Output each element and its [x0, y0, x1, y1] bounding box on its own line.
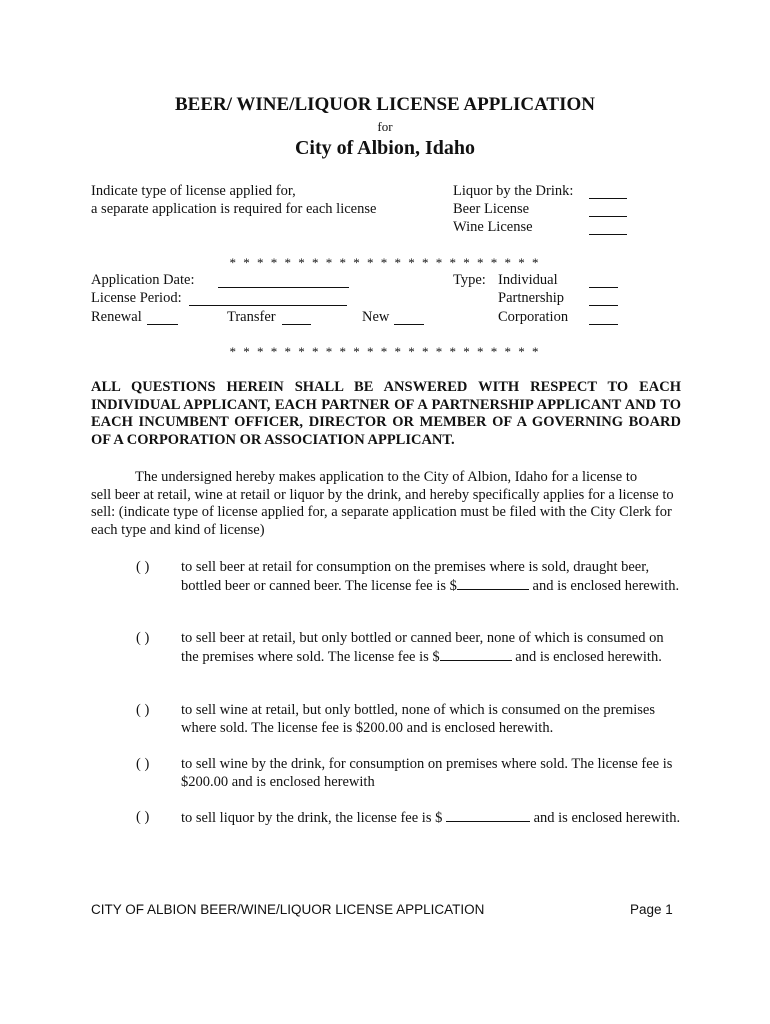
type-corporation-label: Corporation — [498, 309, 569, 325]
application-date-label: Application Date: — [91, 272, 195, 288]
renewal-blank[interactable] — [147, 310, 178, 325]
new-blank[interactable] — [394, 310, 424, 325]
transfer-blank[interactable] — [282, 310, 311, 325]
intro-paragraph — [91, 469, 679, 539]
license-option-wine-label: Wine License — [453, 219, 533, 235]
type-individual-label: Individual — [498, 272, 558, 288]
item-5-text — [181, 809, 681, 828]
item-2-checkbox[interactable]: ( ) — [136, 630, 150, 646]
license-option-beer-blank[interactable] — [589, 202, 627, 217]
city-heading: City of Albion, Idaho — [294, 137, 476, 159]
title-for: for — [377, 119, 393, 134]
license-instruction-line2: a separate application is required for each license — [91, 201, 377, 217]
license-period-label: License Period: — [91, 290, 182, 306]
separator-bottom: * * * * * * * * * * * * * * * * * * * * * * * — [229, 344, 541, 359]
type-partnership-label: Partnership — [498, 290, 565, 306]
item-3-checkbox[interactable]: ( ) — [136, 702, 150, 718]
new-label: New — [362, 309, 390, 325]
type-label: Type: — [453, 272, 486, 288]
application-date-field[interactable] — [218, 273, 349, 288]
item-2-text — [181, 630, 681, 666]
item-1-fee-blank[interactable] — [457, 577, 529, 590]
item-1-post: and is enclosed herewith. — [528, 577, 680, 594]
intro-rest: sell beer at retail, wine at retail or liquor by the drink, and hereby specifically applies for a license to sell: (indicate type of license applied for, a separate application must be filed with the City Clerk for each type and kind of license) — [91, 486, 674, 538]
item-5-post: and is enclosed herewith. — [529, 810, 681, 826]
transfer-label: Transfer — [227, 309, 276, 325]
license-option-liquor-label: Liquor by the Drink: — [453, 183, 574, 199]
item-5-checkbox[interactable]: ( ) — [136, 809, 150, 825]
license-option-beer-label: Beer License — [453, 201, 530, 217]
item-5-pre: to sell liquor by the drink, the license fee is $ — [181, 810, 446, 826]
license-option-liquor-blank[interactable] — [589, 184, 627, 199]
intro-first-line: The undersigned hereby makes application to the City of Albion, Idaho for a license to — [135, 469, 638, 485]
item-1-checkbox[interactable]: ( ) — [136, 559, 150, 575]
footer-title: CITY OF ALBION BEER/WINE/LIQUOR LICENSE APPLICATION — [91, 902, 485, 917]
page-number: Page 1 — [630, 902, 673, 917]
item-4-checkbox[interactable]: ( ) — [136, 756, 150, 772]
item-5-fee-blank[interactable] — [446, 809, 530, 822]
item-1-text — [181, 559, 681, 595]
license-option-wine-blank[interactable] — [589, 220, 627, 235]
type-corporation-blank[interactable] — [589, 310, 618, 325]
item-3-text: to sell wine at retail, but only bottled, none of which is consumed on the premises where sold. The license fee is $200.00 and is enclosed herewith. — [181, 702, 655, 736]
license-instruction-line1: Indicate type of license applied for, — [91, 183, 296, 199]
document-title: BEER/ WINE/LIQUOR LICENSE APPLICATION — [174, 94, 596, 115]
type-individual-blank[interactable] — [589, 273, 618, 288]
item-1-pre: to sell beer at retail for consumption on the premises where is sold, draught beer, bottled beer or canned beer. The license fee is $ — [181, 559, 650, 594]
type-partnership-blank[interactable] — [589, 291, 618, 306]
applicant-notice: ALL QUESTIONS HEREIN SHALL BE ANSWERED WITH RESPECT TO EACH INDIVIDUAL APPLICANT, EACH PARTNER OF A PARTNERSHIP APPLICANT AND TO EACH INCUMBENT OFFICER, DIRECTOR OR MEMBER OF A GOVERNING BOARD OF A CORPORATION OR ASSOCIATION APPLICANT. — [91, 379, 681, 448]
item-4-text: to sell wine by the drink, for consumption on premises where sold. The license fee is $200.00 and is enclosed herewith — [181, 756, 673, 790]
license-period-field[interactable] — [189, 291, 347, 306]
item-2-post: and is enclosed herewith. — [511, 648, 662, 665]
item-2-fee-blank[interactable] — [440, 648, 512, 661]
separator-top: * * * * * * * * * * * * * * * * * * * * * * * — [229, 255, 541, 270]
renewal-label: Renewal — [91, 309, 142, 325]
item-2-pre: to sell beer at retail, but only bottled or canned beer, none of which is consumed on the premises where sold. The license fee is $ — [181, 630, 664, 665]
